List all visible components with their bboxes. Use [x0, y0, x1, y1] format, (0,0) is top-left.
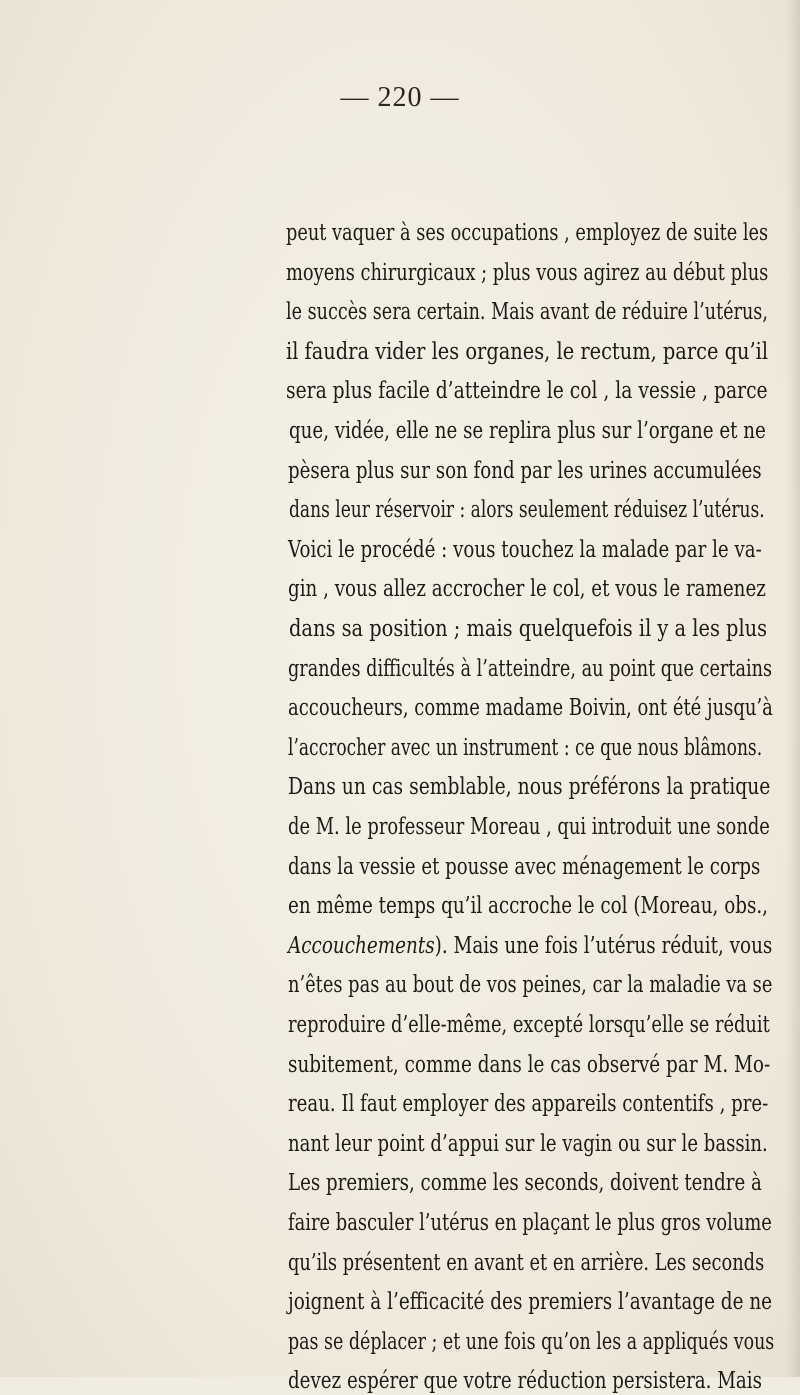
page-edge-shadow	[786, 0, 800, 1377]
text-line: n’êtes pas au bout de vos peines, car la maladie va se	[288, 972, 773, 999]
text-line: accoucheurs, comme madame Boivin, ont été jusqu’à	[288, 695, 773, 722]
italic-title: Accouchements	[288, 932, 435, 959]
text-line: dans leur réservoir : alors seulement réduisez l’utérus.	[289, 497, 765, 524]
text-line: reau. Il faut employer des appareils contentifs , pre-	[288, 1091, 769, 1118]
text-line: gin , vous allez accrocher le col, et vous le ramenez	[288, 576, 766, 603]
text-line: peut vaquer à ses occupations , employez de suite les	[286, 220, 769, 246]
text-line: nant leur point d’appui sur le vagin ou sur le bassin.	[288, 1130, 768, 1157]
text-line: Voici le procédé : vous touchez la malade par le va-	[288, 536, 762, 563]
text-line: faire basculer l’utérus en plaçant le plus gros volume	[288, 1210, 772, 1236]
text-line: dans sa position ; mais quelquefois il y a les plus	[289, 616, 768, 642]
text-line: en même temps qu’il accroche le col (Moreau, obs.,	[288, 893, 768, 920]
text-line: de M. le professeur Moreau , qui introduit une sonde	[288, 814, 770, 840]
text-line: qu’ils présentent en avant et en arrière. Les seconds	[288, 1249, 765, 1276]
text-line: reproduire d’elle-même, excepté lorsqu’elle se réduit	[288, 1012, 770, 1038]
text-line: Les premiers, comme les seconds, doivent tendre à	[288, 1170, 762, 1197]
text-line: pèsera plus sur son fond par les urines accumulées	[288, 457, 762, 484]
text-line: moyens chirurgicaux ; plus vous agirez au début plus	[286, 259, 769, 286]
text-line: Accouchements). Mais une fois l’utérus réduit, vous	[288, 932, 773, 959]
text-line: le succès sera certain. Mais avant de réduire l’utérus,	[286, 299, 768, 326]
text-line: grandes difficultés à l’atteindre, au point que certains	[288, 655, 773, 682]
text-line: subitement, comme dans le cas observé par M. Mo-	[288, 1051, 771, 1078]
page-number: — 220 —	[340, 82, 460, 113]
text-line: pas se déplacer ; et une fois qu’on les a appliqués vous	[288, 1328, 775, 1355]
text-line: l’accrocher avec un instrument : ce que nous blâmons.	[288, 734, 763, 761]
text-line: joignent à l’efficacité des premiers l’avantage de ne	[288, 1289, 773, 1316]
text-line: sera plus facile d’atteindre le col , la vessie , parce	[286, 378, 768, 405]
text-line: que, vidée, elle ne se replira plus sur l’organe et ne	[289, 418, 766, 444]
text-line: Dans un cas semblable, nous préférons la pratique	[288, 774, 771, 801]
text-line: devez espérer que votre réduction persistera. Mais	[288, 1368, 762, 1395]
text-line: dans la vessie et pousse avec ménagement le corps	[288, 853, 761, 880]
text-line: il faudra vider les organes, le rectum, parce qu’il	[286, 338, 769, 365]
